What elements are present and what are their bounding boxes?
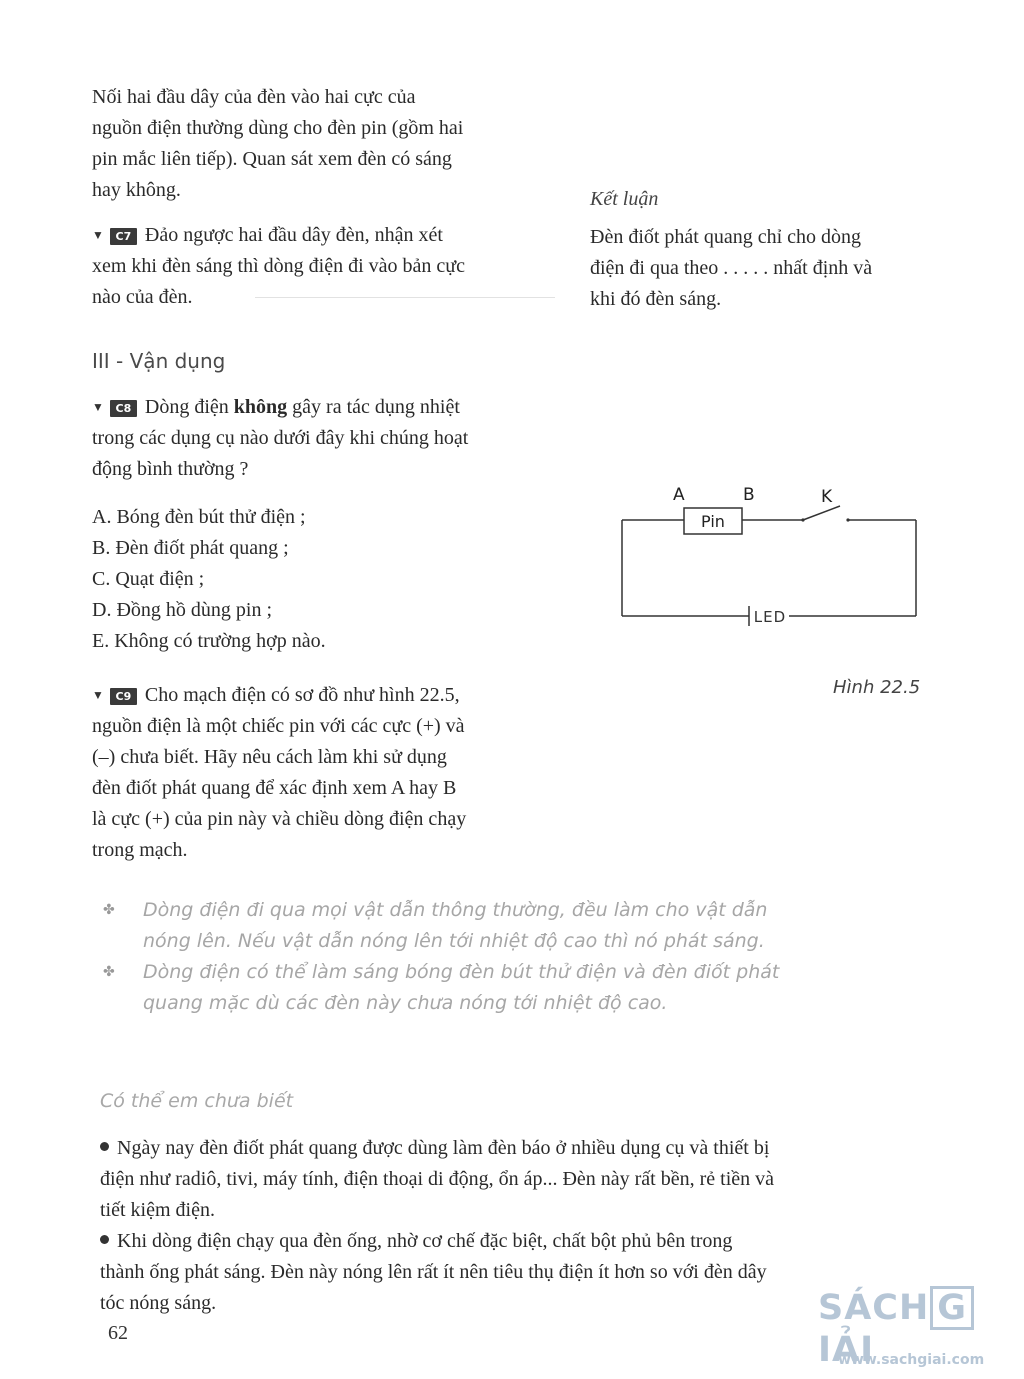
watermark-box-letter: G [930,1286,974,1330]
answer-options [92,502,572,657]
intro-line: Nối hai đầu dây của đèn vào hai cực của [92,86,416,108]
switch-contact [846,518,849,521]
c9-line: (–) chưa biết. Hãy nêu cách làm khi sử dụng [92,746,447,768]
watermark-url: www.sachgiai.com [838,1352,985,1368]
c8-badge: C8 [110,400,137,417]
conclusion-line: điện đi qua theo . . . . . nhất định và [590,257,873,279]
did-you-know-line: Khi dòng điện chạy qua đèn ống, nhờ cơ chế đặc biệt, chất bột phủ bên trong [100,1226,960,1257]
watermark-text-left: SÁCH [818,1288,930,1328]
c7-badge: C7 [110,228,137,245]
intro-line: pin mắc liên tiếp). Quan sát xem đèn có sáng [92,148,452,170]
question-c9 [92,680,572,866]
option-a: A. Bóng đèn bút thử điện ; [92,506,306,528]
label-k: K [821,487,833,507]
did-you-know-line: điện như radiô, tivi, máy tính, điện thoại di động, ổn áp... Đèn này rất bền, rẻ tiền và [100,1168,775,1190]
summary-box [100,895,940,1019]
battery-label: Pin [701,512,725,531]
c9-line: là cực (+) của pin này và chiều dòng điện chạy [92,808,467,830]
section-title: III - Vận dụng [92,349,226,373]
option-b: B. Đèn điốt phát quang ; [92,537,289,559]
switch-blade [803,506,840,520]
circuit-diagram [600,475,940,645]
c7-line: xem khi đèn sáng thì dòng điện đi vào bản cực [92,255,465,277]
conclusion-text [590,222,960,315]
emphasis-word: không [233,396,288,418]
did-you-know-line: tiết kiệm điện. [100,1199,215,1221]
c9-line: đèn điốt phát quang để xác định xem A hay B [92,777,457,799]
answer-blank-line [255,297,555,298]
did-you-know-line: Ngày nay đèn điốt phát quang được dùng làm đèn báo ở nhiều dụng cụ và thiết bị [100,1133,960,1164]
question-c7 [92,220,572,313]
c9-badge: C9 [110,688,137,705]
triangle-down-icon: ▼ [92,228,104,242]
triangle-down-icon: ▼ [92,688,104,702]
option-d: D. Đồng hồ dùng pin ; [92,599,272,621]
conclusion-line: Đèn điốt phát quang chỉ cho dòng [590,226,862,248]
bullet-dot-icon [100,1142,109,1151]
c9-line: ▼ C9 Cho mạch điện có sơ đồ như hình 22.5, [92,680,572,711]
figure-caption: Hình 22.5 [833,677,921,698]
c7-line: ▼ C7 Đảo ngược hai đầu dây đèn, nhận xét [92,220,572,251]
c7-line: nào của đèn. [92,286,193,308]
summary-item: ✤ Dòng điện có thể làm sáng bóng đèn bút thử điện và đèn điốt phát quang mặc dù các đèn này chưa nóng tới nhiệt độ cao. [100,957,940,1019]
page-number: 62 [108,1322,128,1344]
triangle-down-icon: ▼ [92,400,104,414]
question-c8 [92,392,572,485]
c9-line: nguồn điện là một chiếc pin với các cực (+) và [92,715,465,737]
intro-line: nguồn điện thường dùng cho đèn pin (gồm hai [92,117,464,139]
intro-line: hay không. [92,179,181,201]
c8-line: ▼ C8 Dòng điện không gây ra tác dụng nhiệt [92,392,572,423]
option-e: E. Không có trường hợp nào. [92,630,326,652]
c9-line: trong mạch. [92,839,188,861]
conclusion-line: khi đó đèn sáng. [590,288,722,310]
c8-line: động bình thường ? [92,458,249,480]
label-a: A [673,485,685,505]
conclusion-title: Kết luận [590,188,659,210]
watermark-text-right: IẢI [818,1330,875,1370]
did-you-know-title: Có thể em chưa biết [100,1090,294,1112]
did-you-know-line: thành ống phát sáng. Đèn này nóng lên rất ít nên tiêu thụ điện ít hơn so với đèn dây [100,1261,767,1283]
led-label: LED [753,608,787,626]
did-you-know-line: tóc nóng sáng. [100,1292,217,1314]
option-c: C. Quạt điện ; [92,568,205,590]
switch-contact [801,518,804,521]
star-bullet-icon: ✤ [103,902,115,918]
star-bullet-icon: ✤ [103,964,115,980]
c8-line: trong các dụng cụ nào dưới đây khi chúng hoạt [92,427,469,449]
bullet-dot-icon [100,1235,109,1244]
label-b: B [743,485,755,505]
intro-paragraph [92,82,572,206]
summary-item: ✤ Dòng điện đi qua mọi vật dẫn thông thường, đều làm cho vật dẫn nóng lên. Nếu vật dẫn nóng lên tới nhiệt độ cao thì nó phát sáng. [100,895,940,957]
